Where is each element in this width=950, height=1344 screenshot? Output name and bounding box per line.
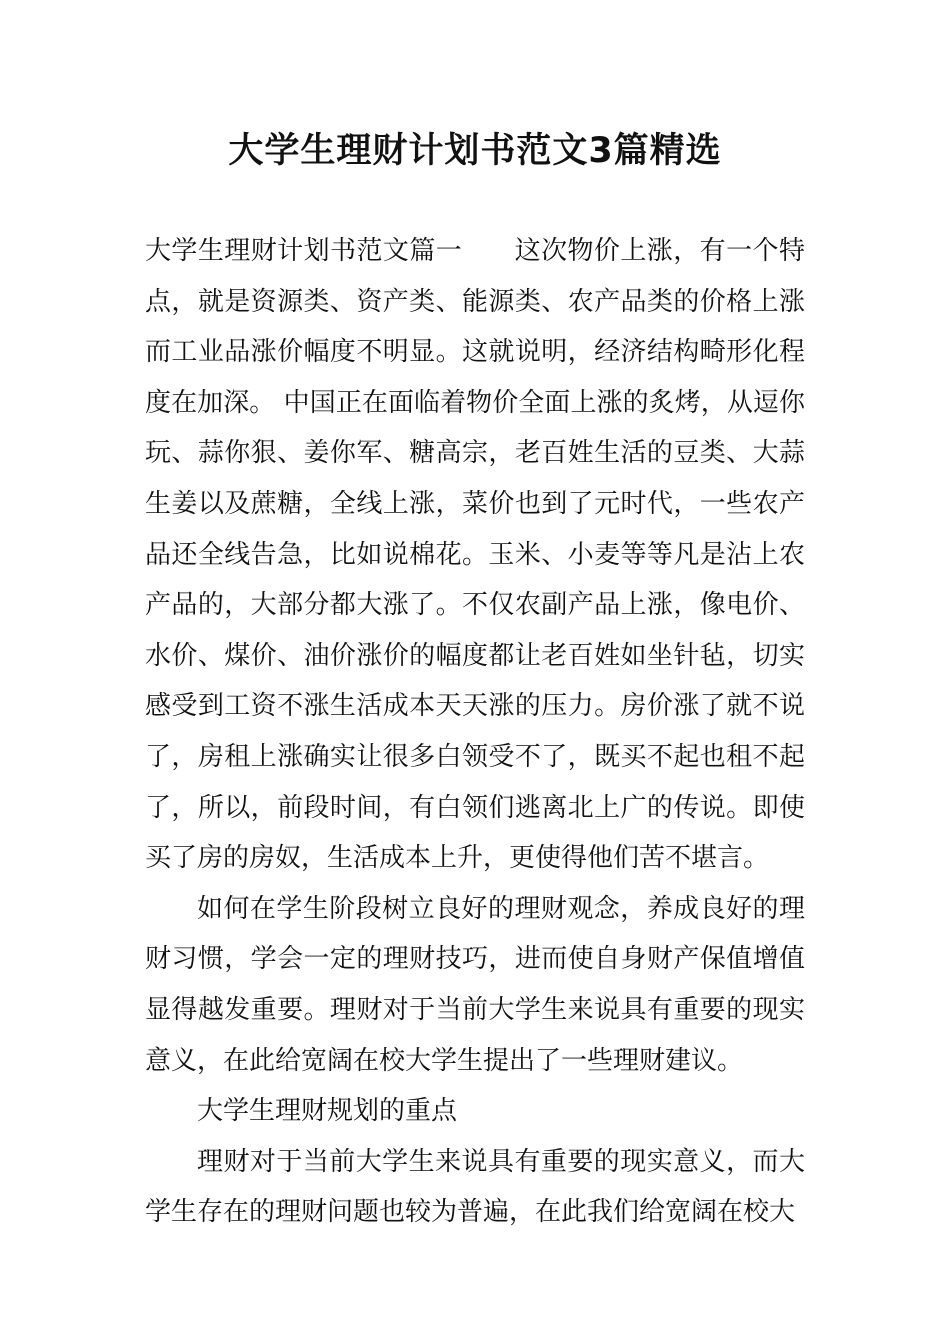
section-heading-part-one: 大学生理财计划书范文篇一 (145, 236, 463, 266)
paragraph-intro (145, 226, 805, 884)
document-body (145, 226, 805, 1238)
subheading-planning-focus: 大学生理财规划的重点 (197, 1096, 458, 1127)
paragraph-planning-significance: 理财对于当前大学生来说具有重要的现实意义，而大学生存在的理财问题也较为普遍，在此我们给宽阔在校大 (145, 1146, 805, 1228)
paragraph-financial-habits: 如何在学生阶段树立良好的理财观念，养成良好的理财习惯，学会一定的理财技巧，进而使自身财产保值增值显得越发重要。理财对于当前大学生来说具有重要的现实意义，在此给宽阔在校大学生提出了一些理财建议。 (145, 893, 805, 1076)
document-title: 大学生理财计划书范文3篇精选 (228, 131, 722, 171)
paragraph-intro-text: 这次物价上涨，有一个特点，就是资源类、资产类、能源类、农产品类的价格上涨而工业品涨价幅度不明显。这就说明，经济结构畸形化程度在加深。 中国正在面临着物价全面上涨的炙烤，从逗你玩、蒜你狠、姜你军、糖高宗，老百姓生活的豆类、大蒜生姜以及蔗糖，全线上涨，菜价也到了元时代，一些农产品还全线告急，比如说棉花。玉米、小麦等等凡是沾上农产品的，大部分都大涨了。不仅农副产品上涨，像电价、水价、煤价、油价涨价的幅度都让老百姓如坐针毡，切实感受到工资不涨生活成本天天涨的压力。房价涨了就不说了，房租上涨确实让很多白领受不了，既买不起也租不起了，所以，前段时间，有白领们逃离北上广的传说。即使买了房的房奴，生活成本上升，更使得他们苦不堪言。 (145, 236, 805, 874)
